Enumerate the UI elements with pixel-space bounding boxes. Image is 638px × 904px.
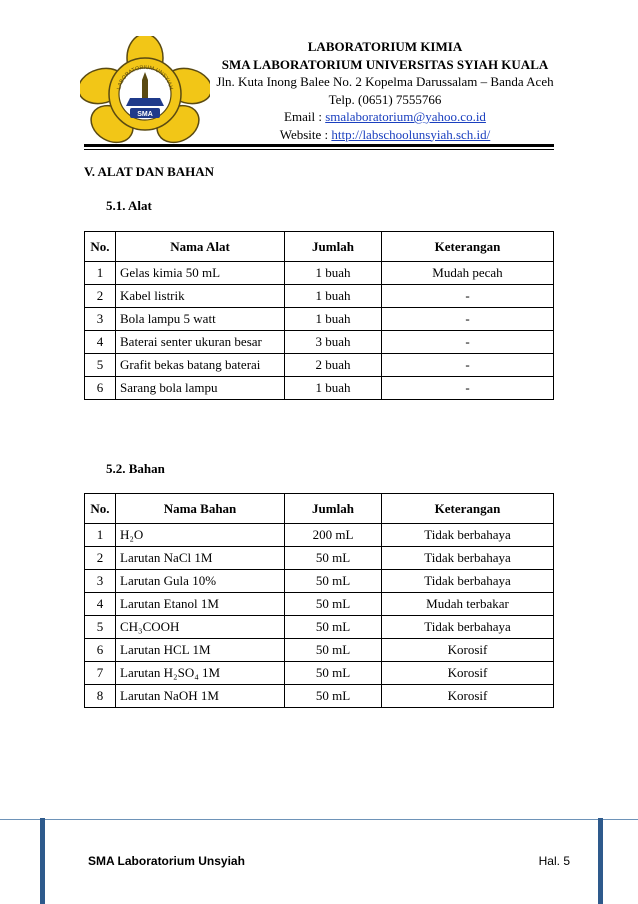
cell-note: Mudah terbakar <box>382 593 554 616</box>
cell-note: Mudah pecah <box>382 262 554 285</box>
school-logo <box>80 36 210 146</box>
alat-header-note: Keterangan <box>382 232 554 262</box>
logo-building-icon <box>126 98 164 106</box>
cell-no: 7 <box>85 662 116 685</box>
cell-name: Grafit bekas batang baterai <box>116 354 285 377</box>
cell-name: CH₃COOH <box>116 616 285 639</box>
bahan-header-row <box>85 494 554 524</box>
bahan-header-name: Nama Bahan <box>116 494 285 524</box>
cell-name: Baterai senter ukuran besar <box>116 331 285 354</box>
table-row <box>85 524 554 547</box>
bahan-table <box>84 493 554 708</box>
table-row <box>85 662 554 685</box>
cell-name: Larutan NaCl 1M <box>116 547 285 570</box>
cell-qty: 50 mL <box>285 685 382 708</box>
cell-qty: 50 mL <box>285 662 382 685</box>
cell-name: Larutan H₂SO₄ 1M <box>116 662 285 685</box>
cell-note: - <box>382 377 554 400</box>
cell-note: Tidak berbahaya <box>382 524 554 547</box>
cell-qty: 3 buah <box>285 331 382 354</box>
email-label: Email : <box>284 109 326 124</box>
email-link[interactable]: smalaboratorium@yahoo.co.id <box>325 109 486 124</box>
bahan-table-body <box>85 524 554 708</box>
cell-qty: 50 mL <box>285 616 382 639</box>
cell-no: 5 <box>85 616 116 639</box>
cell-note: Korosif <box>382 662 554 685</box>
table-row <box>85 616 554 639</box>
cell-no: 3 <box>85 308 116 331</box>
cell-name: Kabel listrik <box>116 285 285 308</box>
cell-note: - <box>382 285 554 308</box>
table-row <box>85 639 554 662</box>
cell-no: 6 <box>85 377 116 400</box>
cell-no: 4 <box>85 331 116 354</box>
bahan-header-no: No. <box>85 494 116 524</box>
cell-note: Tidak berbahaya <box>382 616 554 639</box>
lab-name: LABORATORIUM KIMIA <box>307 39 463 54</box>
cell-name: Larutan Gula 10% <box>116 570 285 593</box>
table-row <box>85 377 554 400</box>
table-row <box>85 685 554 708</box>
logo-ring-text: LABORATORIUM UNSYIAH <box>116 64 174 91</box>
bahan-header-qty: Jumlah <box>285 494 382 524</box>
table-row <box>85 593 554 616</box>
cell-no: 1 <box>85 524 116 547</box>
alat-header-name: Nama Alat <box>116 232 285 262</box>
cell-no: 8 <box>85 685 116 708</box>
cell-note: - <box>382 308 554 331</box>
table-row <box>85 331 554 354</box>
website-label: Website : <box>279 126 332 142</box>
cell-note: - <box>382 354 554 377</box>
cell-qty: 200 mL <box>285 524 382 547</box>
cell-no: 3 <box>85 570 116 593</box>
cell-note: Korosif <box>382 639 554 662</box>
alat-header-no: No. <box>85 232 116 262</box>
alat-header-row <box>85 232 554 262</box>
cell-qty: 1 buah <box>285 308 382 331</box>
cell-no: 6 <box>85 639 116 662</box>
section-title: V. ALAT DAN BAHAN <box>84 164 215 179</box>
logo-badge-text: SMA <box>137 111 153 118</box>
page-number: Hal. 5 <box>538 854 570 868</box>
cell-note: Korosif <box>382 685 554 708</box>
cell-qty: 50 mL <box>285 593 382 616</box>
table-row <box>85 570 554 593</box>
cell-qty: 1 buah <box>285 377 382 400</box>
cell-no: 1 <box>85 262 116 285</box>
cell-qty: 50 mL <box>285 547 382 570</box>
footer-school-name: SMA Laboratorium Unsyiah <box>88 854 245 868</box>
cell-name: Larutan Etanol 1M <box>116 593 285 616</box>
cell-qty: 1 buah <box>285 285 382 308</box>
cell-note: Tidak berbahaya <box>382 570 554 593</box>
website-row <box>205 126 565 144</box>
cell-qty: 2 buah <box>285 354 382 377</box>
cell-no: 5 <box>85 354 116 377</box>
letterhead <box>205 38 565 143</box>
school-phone: Telp. (0651) 7555766 <box>328 91 442 107</box>
footer-bar-right <box>598 818 603 904</box>
table-row <box>85 354 554 377</box>
footer-bar-left <box>40 818 45 904</box>
email-row <box>205 108 565 126</box>
school-name: SMA LABORATORIUM UNIVERSITAS SYIAH KUALA <box>221 56 549 72</box>
school-address: Jln. Kuta Inong Balee No. 2 Kopelma Darussalam – Banda Aceh <box>216 74 554 89</box>
cell-name: Gelas kimia 50 mL <box>116 262 285 285</box>
bahan-title: 5.2. Bahan <box>106 461 165 476</box>
header-rule-thin <box>84 149 554 150</box>
alat-header-qty: Jumlah <box>285 232 382 262</box>
cell-qty: 50 mL <box>285 639 382 662</box>
cell-name: Larutan HCL 1M <box>116 639 285 662</box>
cell-name: Larutan NaOH 1M <box>116 685 285 708</box>
cell-name: H₂O <box>116 524 285 547</box>
cell-name: Sarang bola lampu <box>116 377 285 400</box>
footer-divider <box>0 819 638 820</box>
cell-no: 4 <box>85 593 116 616</box>
alat-table <box>84 231 554 400</box>
cell-qty: 50 mL <box>285 570 382 593</box>
table-row <box>85 308 554 331</box>
table-row <box>85 547 554 570</box>
bahan-header-note: Keterangan <box>382 494 554 524</box>
table-row <box>85 262 554 285</box>
cell-name: Bola lampu 5 watt <box>116 308 285 331</box>
cell-qty: 1 buah <box>285 262 382 285</box>
cell-note: Tidak berbahaya <box>382 547 554 570</box>
cell-no: 2 <box>85 285 116 308</box>
website-link[interactable]: http://labschoolunsyiah.sch.id/ <box>331 126 491 142</box>
cell-note: - <box>382 331 554 354</box>
table-row <box>85 285 554 308</box>
alat-table-body <box>85 262 554 400</box>
alat-title: 5.1. Alat <box>106 198 152 213</box>
cell-no: 2 <box>85 547 116 570</box>
header-rule-thick <box>84 144 554 147</box>
